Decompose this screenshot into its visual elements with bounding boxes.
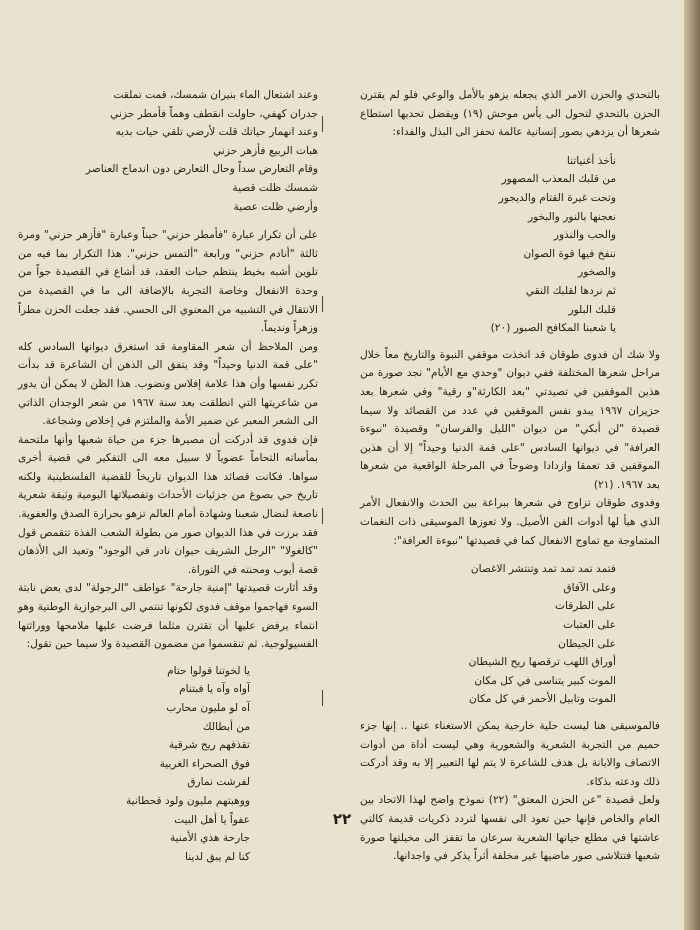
verse-line: نأخذ أغنياتنا [566,154,616,167]
verse-line: وعند اشتعال الماء بنيران شمسك، قمت تملقت [113,89,318,101]
verse-line: ثم نردها لقلبك النقي [525,284,616,297]
verse-line: وتحت غيرة القتام والديجور [498,191,616,204]
book-edge [684,0,700,930]
poem-excerpt [18,86,318,216]
left-column [18,86,318,866]
verse-line: ووهبتهم مليون ولود قحطانية [125,794,250,807]
verse-line: من أبطالك [202,720,250,733]
verse-line: على الجيطان [558,637,616,650]
page-number: ٢٢ [332,810,352,828]
right-column [360,86,660,866]
verse-line: من قلبك المعذب المصهور [501,173,616,186]
paragraph: فالموسيقى هنا ليست حلية خارجية يمكن الاستغناء عنها .. إنها جزء حميم من التجربة الشعرية والشعورية وهي ليست أداة من أدوات الاتصاف والابانة بل هدف للشاعرة لا يتم لها التعبير إلا به وقد أدركت ذلك ودعته بذكاء. [360,720,660,788]
verse-line: والصخور [578,266,616,279]
verse-line: جارحة هذي الأمنية [169,832,250,845]
verse-line: شمسك ظلت قصية [232,181,318,194]
verse-line: يا شعبنا المكافح الصبور (٢٠) [490,322,616,335]
column-divider-mark [322,296,323,312]
verse-line: وأرضي ظلت عصية [233,200,318,213]
verse-line: ننفخ فيها قوة الصوان [523,247,616,260]
verse-line: وعلى الآفاق [563,581,616,594]
paragraph: وفدوى طوقان تزاوج في شعرها ببراعة بين الحدث والانفعال الأمر الذي هيأ لها أدوات الفن الأصيل. ولا تعوزها الموسيقى ذات النغمات المتماوجة مع تماوج الانفعال كما في قصيدتها "نبوءة العرافة": [360,497,660,547]
verse-line: الموت كبير يتناسى في كل مكان [474,674,616,687]
verse-line: على الطرقات [555,600,616,613]
verse-line: الموت وتابيل الأحمر في كل مكان [468,693,616,706]
verse-line: على العتبات [563,619,616,632]
verse-line: فوق الصحراء الغربية [159,757,250,770]
paragraph: على أن تكرار عبارة "فأمطر حزني" حيناً وعبارة "فأزهر حزني" ومرة ثالثة "أنادم حزني" ورابعة "ألتمس حزني". هذا التكرار بما فيه من تلوين أشبه بخيط ينتظم حبات العقد، قد أشاع في القصيدة جواً من وحدة الانفعال وخاصة التجربة بالإضافة الى ما في القصيدة من الانتقال في التشبيه من المعنوي الى الحسي. فقد جعلت الحزن مطراً وزهراً ونديماً. [18,229,318,335]
column-divider-mark [322,690,323,706]
verse-line: وقام التعارض سداً وحال التعارض دون اندماج العناصر [85,163,318,176]
verse-line: وعند انهمار حياتك قلت لأرضي تلقي حيات بديه [115,126,318,139]
verse-line: كنا لم يبق لدينا [185,850,250,863]
paragraph: ولا شك أن فدوى طوقان قد اتخذت موقفي النبوة والتاريخ معاً خلال مراحل شعرها المختلفة ففي ديوان "وحدي مع الأيام" نجد صورة من هذين الموقفين في تصيدتي "بعد الكارثة"و رقية" وفي شعرها بعد حزيران ١٩٦٧ يبدو نفس الموقفين في عدد من القصائد ولا سيما قصيدة "لن أبكي" من ديوان "الليل والفرسان" وقصيدة "نبوءة العرافة" في ديوانها السادس "على قمة الدنيا وحيداً" إلا أن هذين الموقفين قد تعمقا وازدادا وضوحاً في المرحلة الواقعية من شعرها بعد ١٩٦٧. (٢١) [360,348,661,491]
column-divider-mark [322,508,323,524]
verse-line: جدران كهفي، حاولت انقطف وهماً فأمطر حزني [110,107,318,120]
paragraph: وقد أثارت قصيدتها "إمنية جارحة" عواطف "الرجولة" لدى بعض نابتة السوء فهاجموا موقف فدوى لكونها تنتمي الى البرجوازية الوطنية وهو انتماء يرفض عليها أن تقترن مثلما فرضت عليها ملامحها ووراثتها الفسيولوجية. ثم تنقسموا من مضمون القصيدة ولا سيما حين تقول: [18,582,318,651]
paragraph: ومن الملاحظ أن شعر المقاومة قد استغرق ديوانها السادس كله "على قمة الدنيا وحيداً" وقد يتفق الى الذهن أن الشاعرة قد بدأت تكرر نفسها وأن هذا علامة إفلاس ونضوب. هذا الظن لا يمكن أن يدور من شاعريتها التي انطلقت بعد سنة ١٩٦٧ من شعر الوجدان الذاتي الى الشعر المعبر عن ضمير الأمة والملتزم في إخلاص وشجاعة. [18,340,318,428]
verse-line: قلبك البلور [568,303,616,316]
poem-excerpt [360,152,660,338]
verse-line: فتمد تمد تمد تمد وتنتشر الاغصان [470,563,616,576]
paragraph: ولعل قصيدة "عن الحزن المعتق" (٢٢) نموذج واضح لهذا الاتحاد بين العام والخاص فإنها حين تعود الى نفسها لتردد ذكريات قديمة كالتي عاشتها في مطلع حياتها الشعرية سرعان ما تقفز الى مخيلتها صورة شعبها فتتلاشى صور ماضيها غير مخلفة أثراً يذكر في واجدانها. [360,794,660,863]
column-divider-mark [322,116,323,132]
verse-line: والحب والنذور [553,229,616,242]
verse-line: أوراق اللهب ترقصها ريح الشيطان [468,656,616,669]
paragraph: بالتحدي والحزن الامر الذي يجعله يزهو بالأمل والوعي فلو لم يقترن الحزن بالتحدي لتحول الى يأس موحش (١٩) ويفضل تحديها استطاع شعرها أن يزدهي بصور إنسانية عالمة تحفز الى البذل والفداء: [360,89,660,139]
verse-line: لفرشت نمارق [187,776,250,789]
poem-excerpt [18,662,318,867]
verse-line: آه لو مليون محارب [166,702,250,714]
verse-line: هبات الربيع فأزهر حزني [213,144,318,157]
verse-line: نعجنها بالنور والبخور [527,210,616,223]
verse-line: تقذفهم ريح شرقية [168,739,250,752]
verse-line: عفواً يا أهل البيت [174,813,250,826]
verse-line: آواه وآه يا فبتنام [179,683,250,696]
poem-excerpt [360,560,660,709]
paragraph: فإن فدوى قد أدركت أن مصيرها جزء من حياة شعبها وأنها ملتحمة بمأساته التحاماً عضوياً لا سبيل معه الى التفكير في قضية أخرى سواها. فكانت قصائد هذا الديوان تاريخاً للقضية الفلسطينية ولكنه تاريخ حي بصوغ من جزئيات الأحداث وتفصيلاتها اليومية وثيقة شعرية ناصعة لنضال شعبنا وشهادة أمام العالم تزهو بحرارة الصدق والعفوية. فقد برزت في هذا الديوان صور من بطولة الشعب الفذة تتقمص قول "كالغولا" "الرجل الشريف حيوان نادر في الوجود" وتعيد الى الأذهان قصة أيوب ومحنته في التوراة. [18,433,318,576]
verse-line: يا لخوتنا قولوا حتام [167,664,250,677]
